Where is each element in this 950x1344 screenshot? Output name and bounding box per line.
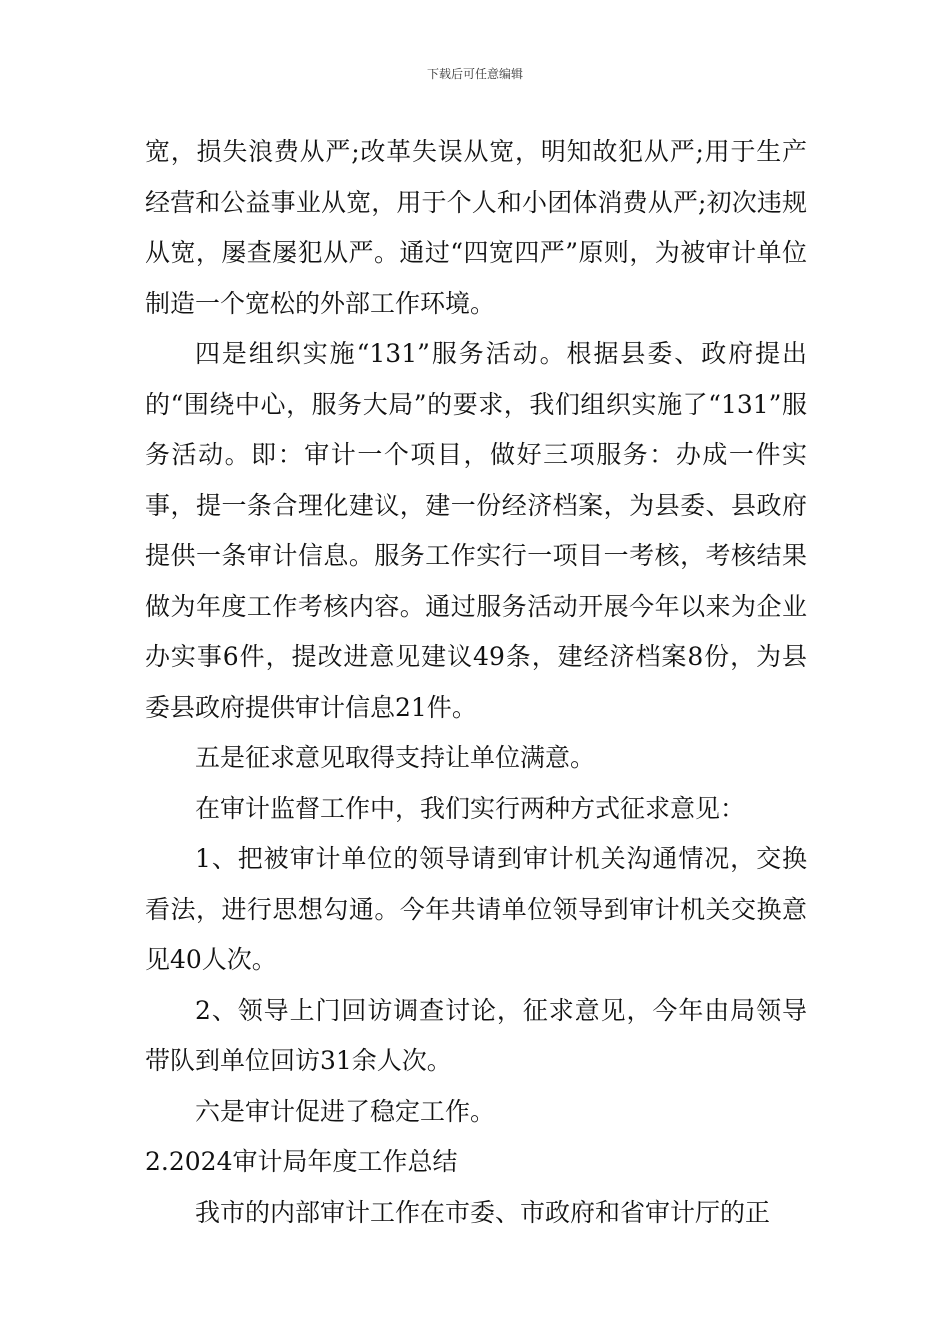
paragraph-solicit-opinions: 五是征求意见取得支持让单位满意。 (195, 743, 596, 772)
document-body (145, 127, 807, 1238)
paragraph-131-service: 四是组织实施“131”服务活动。根据县委、政府提出的“围绕中心，服务大局”的要求，我们组织实施了“131”服务活动。即：审计一个项目，做好三项服务：办成一件实事，提一条合理化建议，建一份经济档案，为县委、县政府提供一条审计信息。服务工作实行一项目一考核，考核结果做为年度工作考核内容。通过服务活动开展今年以来为企业办实事6件，提改进意见建议49条，建经济档案8份，为县委县政府提供审计信息21件。 (145, 339, 807, 722)
paragraph-continued: 宽，损失浪费从严;改革失误从宽，明知故犯从严;用于生产经营和公益事业从宽，用于个人和小团体消费从严;初次违规从宽，屡查屡犯从严。通过“四宽四严”原则，为被审计单位制造一个宽松的外部工作环境。 (145, 137, 807, 318)
paragraph-stability: 六是审计促进了稳定工作。 (195, 1096, 496, 1126)
section-heading: 2.2024审计局年度工作总结 (145, 1147, 458, 1176)
paragraph-internal-audit: 我市的内部审计工作在市委、市政府和省审计厅的正 (195, 1197, 771, 1227)
paragraph-method-2: 2、领导上门回访调查讨论，征求意见，今年由局领导带队到单位回访31余人次。 (145, 995, 807, 1075)
page-header: 下载后可任意编辑 (426, 67, 523, 81)
paragraph-method-1: 1、把被审计单位的领导请到审计机关沟通情况，交换看法，进行思想勾通。今年共请单位领导到审计机关交换意见40人次。 (145, 844, 807, 974)
paragraph-two-methods: 在审计监督工作中，我们实行两种方式征求意见： (195, 793, 746, 823)
